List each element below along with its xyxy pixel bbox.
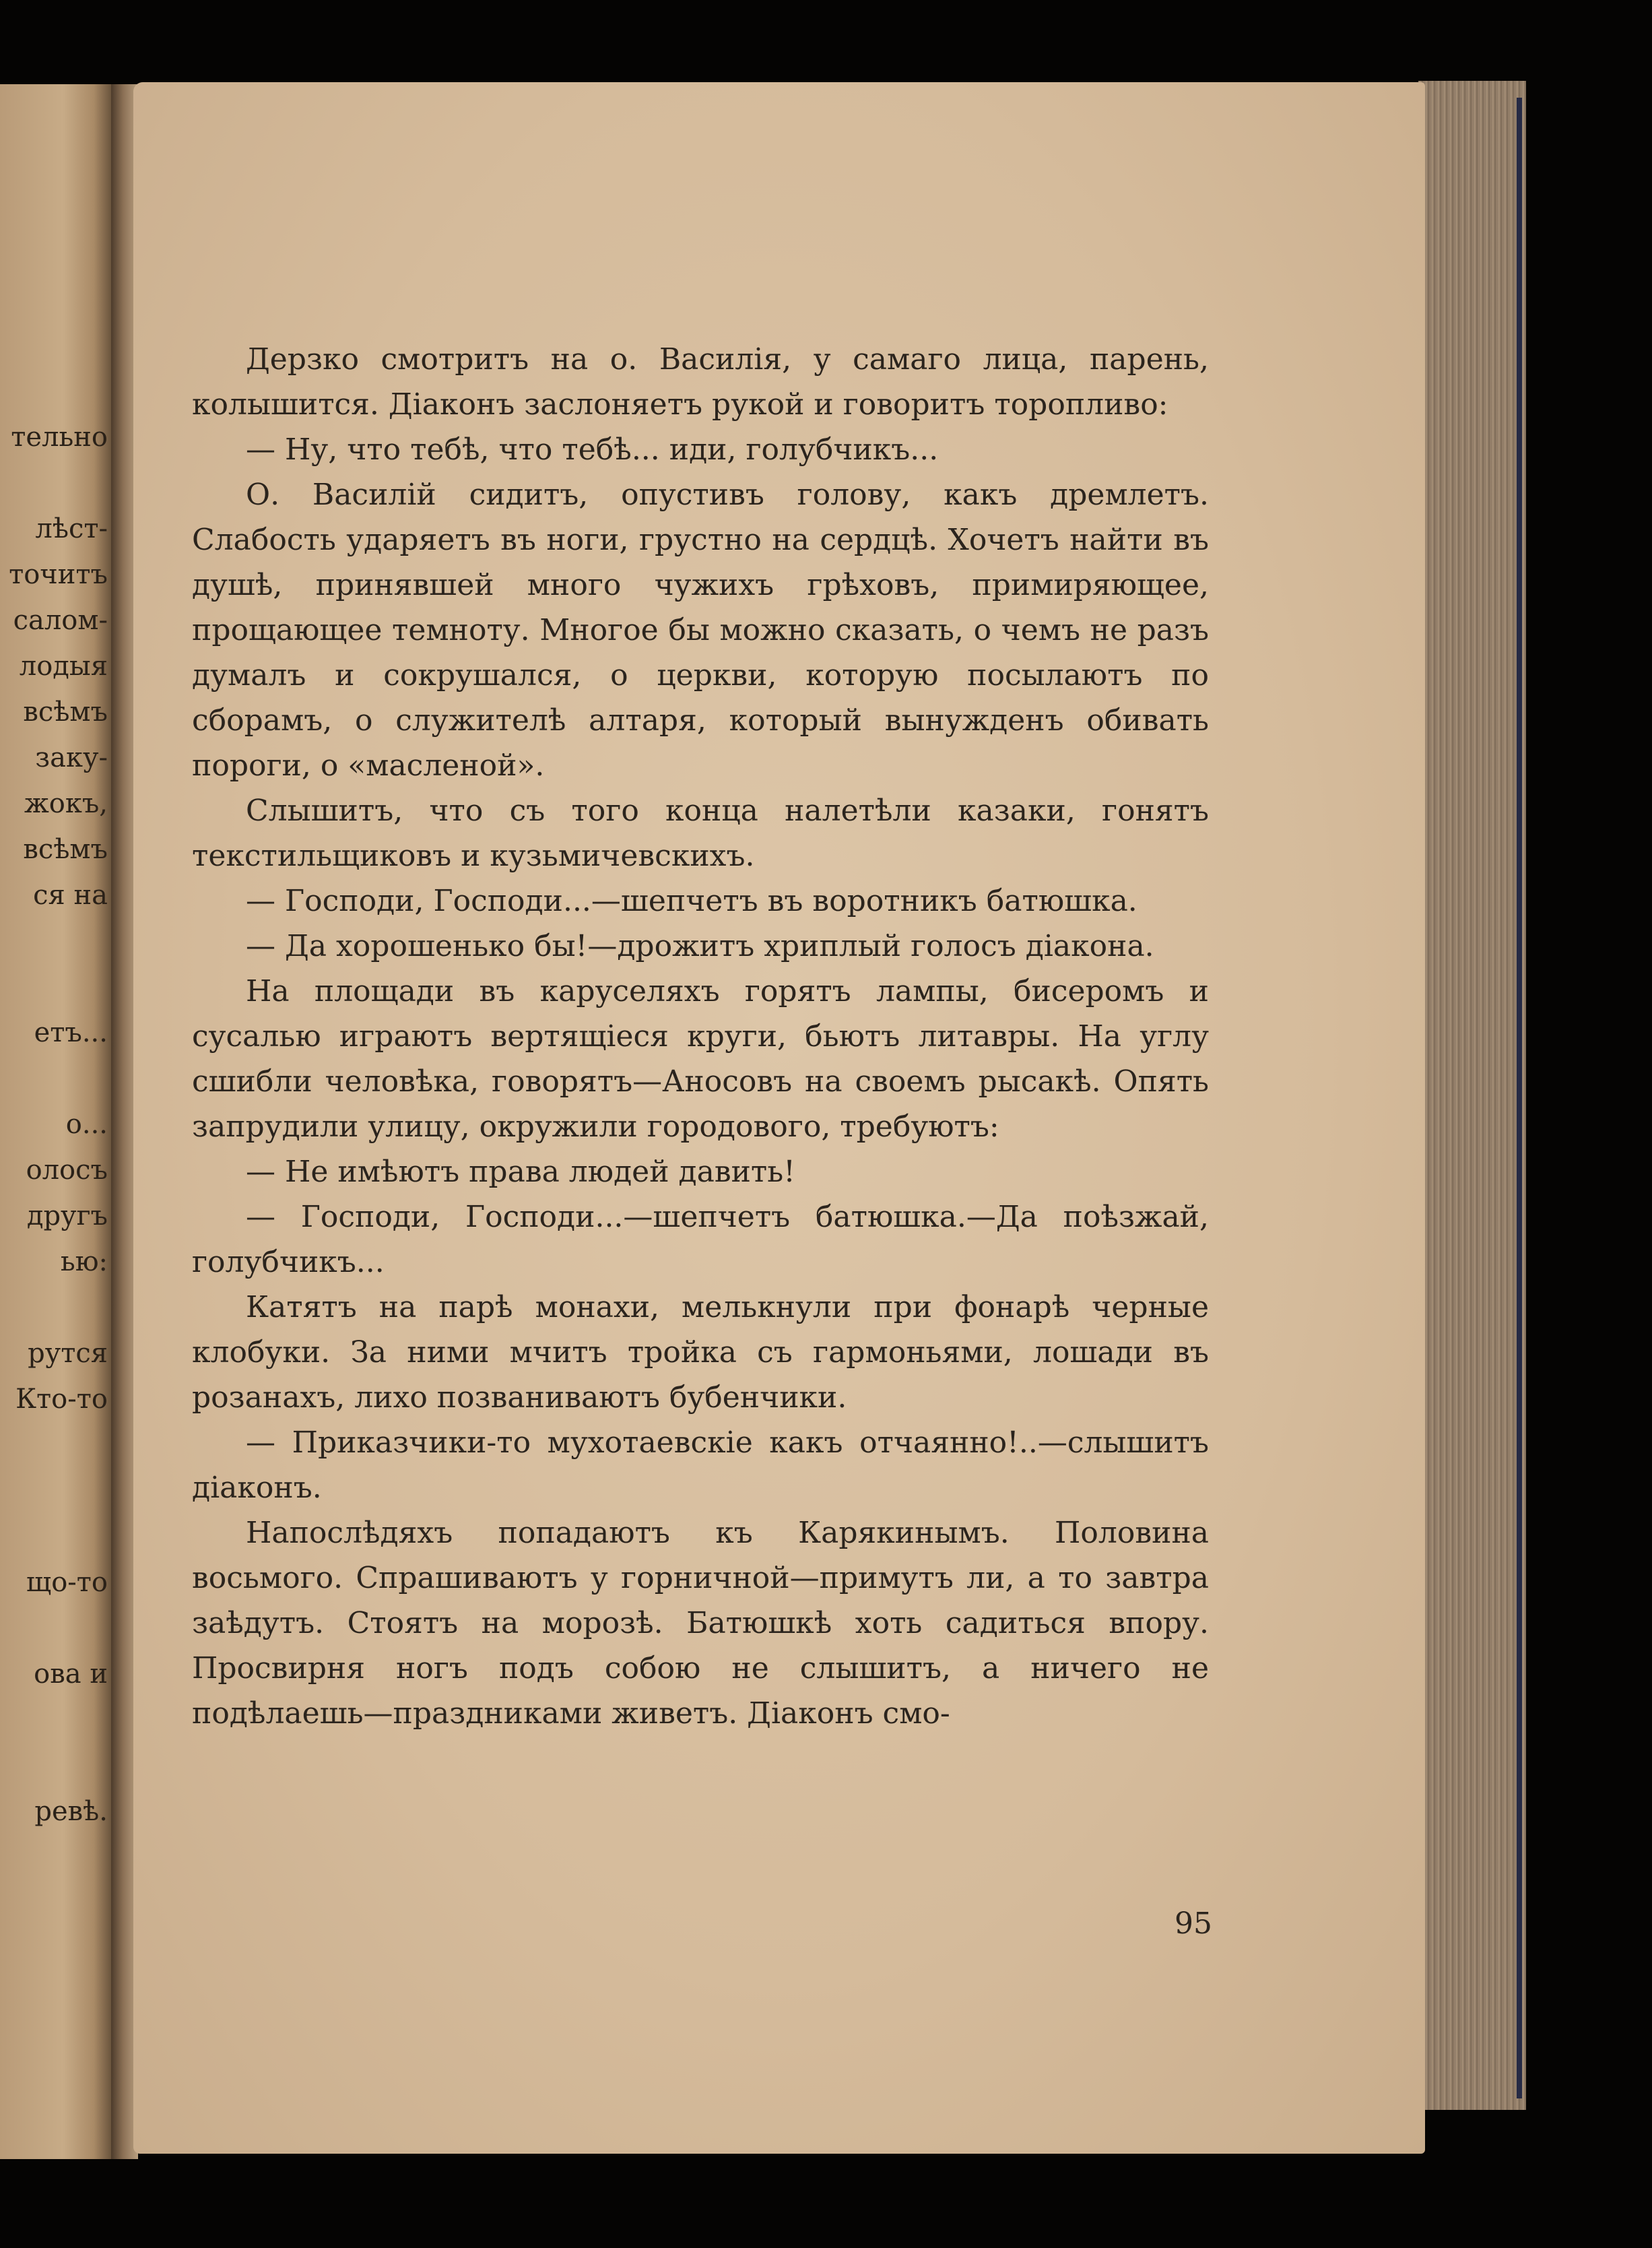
paragraph: — Господи, Господи...—шепчетъ въ воротникъ батюшка.: [246, 884, 1137, 918]
previous-page-line: о...: [65, 1109, 108, 1140]
previous-page-text: [0, 414, 108, 1834]
previous-page-line: тельно: [11, 422, 108, 453]
paragraph: — Ну, что тебѣ, что тебѣ... иди, голубчикъ...: [246, 432, 939, 467]
previous-page-line: [0, 1514, 108, 1560]
previous-page-line: [0, 1743, 108, 1789]
previous-page-line: [0, 1697, 108, 1743]
paragraph: — Не имѣютъ права людей давить!: [246, 1155, 795, 1189]
previous-page-line: [0, 1468, 108, 1514]
previous-page-fragment: [0, 84, 114, 2159]
previous-page-line: [0, 1056, 108, 1101]
previous-page-line: [0, 964, 108, 1010]
previous-page-line: ью:: [60, 1246, 108, 1277]
paragraph: — Да хорошенько бы!—дрожитъ хриплый голосъ діакона.: [246, 929, 1154, 963]
previous-page-line: точитъ: [9, 559, 108, 590]
paragraph: Дерзко смотритъ на о. Василія, у самаго лица, парень, колышится. Діаконъ заслоняетъ рукой и говоритъ торопливо:: [192, 342, 1209, 422]
previous-page-line: що-то: [26, 1567, 108, 1598]
paragraph: Напослѣдяхъ попадаютъ къ Карякинымъ. Половина восьмого. Спрашиваютъ у горничной—примутъ ли, а то завтра заѣдутъ. Стоятъ на морозѣ. Батюшкѣ хоть садиться впору. Просвирня ногъ подъ собою не слышитъ, а ничего не подѣлаешь—праздниками живетъ. Діаконъ смо-: [192, 1516, 1209, 1731]
previous-page-line: заку-: [35, 742, 108, 773]
previous-page-line: ревѣ.: [34, 1796, 108, 1827]
previous-page-line: [0, 1605, 108, 1651]
previous-page-line: лодыя: [19, 651, 108, 682]
previous-page-line: жокъ,: [24, 788, 108, 819]
previous-page-line: Кто-то: [15, 1384, 108, 1415]
paragraph: Катятъ на парѣ монахи, мелькнули при фонарѣ черные клобуки. За ними мчитъ тройка съ гармоньями, лошади въ розанахъ, лихо позваниваютъ бубенчики.: [192, 1290, 1209, 1415]
page-number: 95: [1175, 1906, 1212, 1941]
page-body-text: [192, 337, 1209, 1736]
previous-page-line: ся на: [33, 880, 108, 911]
previous-page-line: [0, 1422, 108, 1468]
paragraph: — Приказчики-то мухотаевскіе какъ отчаянно!..—слышитъ діаконъ.: [192, 1425, 1209, 1505]
previous-page-line: [0, 918, 108, 964]
paragraph: — Господи, Господи...—шепчетъ батюшка.—Да поѣзжай, голубчикъ...: [192, 1200, 1209, 1279]
previous-page-line: [0, 460, 108, 506]
previous-page-line: рутся: [28, 1338, 108, 1369]
previous-page-line: лѣст-: [35, 513, 108, 544]
previous-page-line: всѣмъ: [23, 697, 108, 728]
page-block-edge: [1418, 81, 1526, 2110]
previous-page-line: другъ: [26, 1200, 108, 1231]
cover-edge: [1517, 98, 1522, 2098]
paragraph: Слышитъ, что съ того конца налетѣли казаки, гонятъ текстильщиковъ и кузьмичевскихъ.: [192, 794, 1209, 873]
paragraph: На площади въ каруселяхъ горятъ лампы, бисеромъ и сусалью играютъ вертящіеся круги, бьютъ литавры. На углу сшибли человѣка, говорятъ—Аносовъ на своемъ рысакѣ. Опять запрудили улицу, окружили городового, требуютъ:: [192, 974, 1209, 1144]
previous-page-line: [0, 1285, 108, 1330]
previous-page-line: етъ...: [34, 1017, 108, 1048]
previous-page-line: ова и: [34, 1659, 108, 1690]
previous-page-line: олосъ: [26, 1155, 108, 1186]
previous-page-line: всѣмъ: [23, 834, 108, 865]
paragraph: О. Василій сидитъ, опустивъ голову, какъ дремлетъ. Слабость ударяетъ въ ноги, грустно на сердцѣ. Хочетъ найти въ душѣ, принявшей много чужихъ грѣховъ, примиряющее, прощающее темноту. Многое бы можно сказать, о чемъ не разъ думалъ и сокрушался, о церкви, которую посылаютъ по сборамъ, о служителѣ алтаря, который вынужденъ обивать пороги, о «масленой».: [192, 478, 1209, 783]
previous-page-line: салом-: [13, 605, 108, 636]
